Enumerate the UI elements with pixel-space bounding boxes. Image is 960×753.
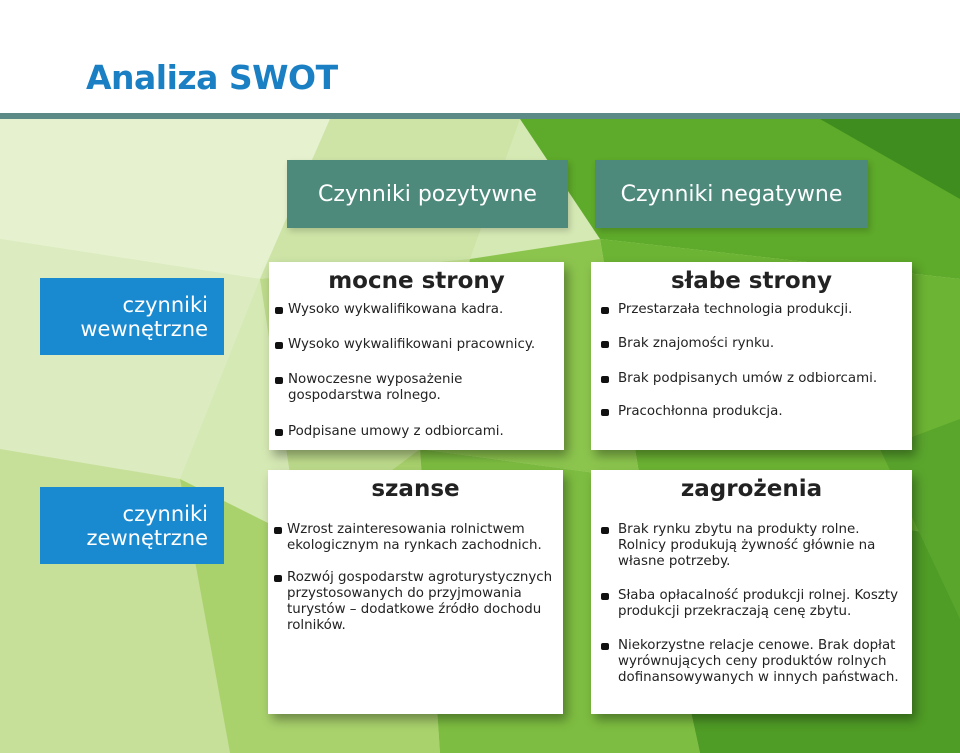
list-item: Wysoko wykwalifikowana kadra. (275, 302, 568, 318)
weaknesses-box (591, 262, 912, 450)
bullet-icon (601, 409, 609, 416)
opportunities-title: szanse (371, 476, 460, 502)
row-header-internal-line2: wewnętrzne (80, 316, 208, 341)
bullet-icon (601, 376, 609, 383)
column-header-positive: Czynniki pozytywne (287, 160, 568, 228)
row-header-external-line1: czynniki (122, 501, 208, 526)
row-header-external (40, 487, 224, 564)
bullet-icon (601, 341, 609, 348)
threats-box (591, 470, 912, 714)
opportunities-box (268, 470, 563, 714)
list-item: Słaba opłacalność produkcji rolnej. Koszty produkcji przekraczają cenę zbytu. (597, 588, 922, 620)
bullet-icon (275, 377, 283, 384)
list-item: Wzrost zainteresowania rolnictwem ekologicznym na rynkach zachodnich. (274, 522, 551, 554)
row-header-internal-line1: czynniki (122, 292, 208, 317)
bullet-icon (601, 307, 609, 314)
strengths-title: mocne strony (328, 268, 505, 294)
bullet-icon (274, 527, 282, 534)
threats-title: zagrożenia (680, 476, 823, 502)
bullet-icon (275, 429, 283, 436)
column-header-negative: Czynniki negatywne (595, 160, 868, 228)
strengths-box (269, 262, 564, 450)
bullet-icon (275, 342, 283, 349)
row-header-external-line2: zewnętrzne (86, 525, 208, 550)
list-item: Podpisane umowy z odbiorcami. (275, 424, 568, 440)
list-item: Brak podpisanych umów z odbiorcami. (597, 371, 918, 387)
list-item: Pracochłonna produkcja. (597, 404, 918, 420)
row-header-internal (40, 278, 224, 355)
bullet-icon (601, 643, 609, 650)
header (0, 0, 960, 114)
list-item: Nowoczesne wyposażenie gospodarstwa rolnego. (275, 372, 488, 404)
bullet-icon (601, 593, 609, 600)
list-item: Wysoko wykwalifikowani pracownicy. (275, 337, 568, 353)
list-item: Niekorzystne relacje cenowe. Brak dopłat wyrównujących ceny produktów rolnych dofinansowywanych w innych państwach. (597, 638, 908, 686)
list-item: Rozwój gospodarstw agroturystycznych przystosowanych do przyjmowania turystów – dodatkowe źródło dochodu rolników. (274, 570, 567, 634)
list-item: Brak rynku zbytu na produkty rolne. Rolnicy produkują żywność głównie na własne potrzeby. (597, 522, 880, 570)
weaknesses-title: słabe strony (670, 268, 832, 294)
bullet-icon (275, 307, 283, 314)
bullet-icon (601, 527, 609, 534)
list-item: Brak znajomości rynku. (597, 336, 918, 352)
list-item: Przestarzała technologia produkcji. (597, 302, 918, 318)
page-title: Analiza SWOT (86, 58, 338, 97)
bullet-icon (274, 575, 282, 582)
